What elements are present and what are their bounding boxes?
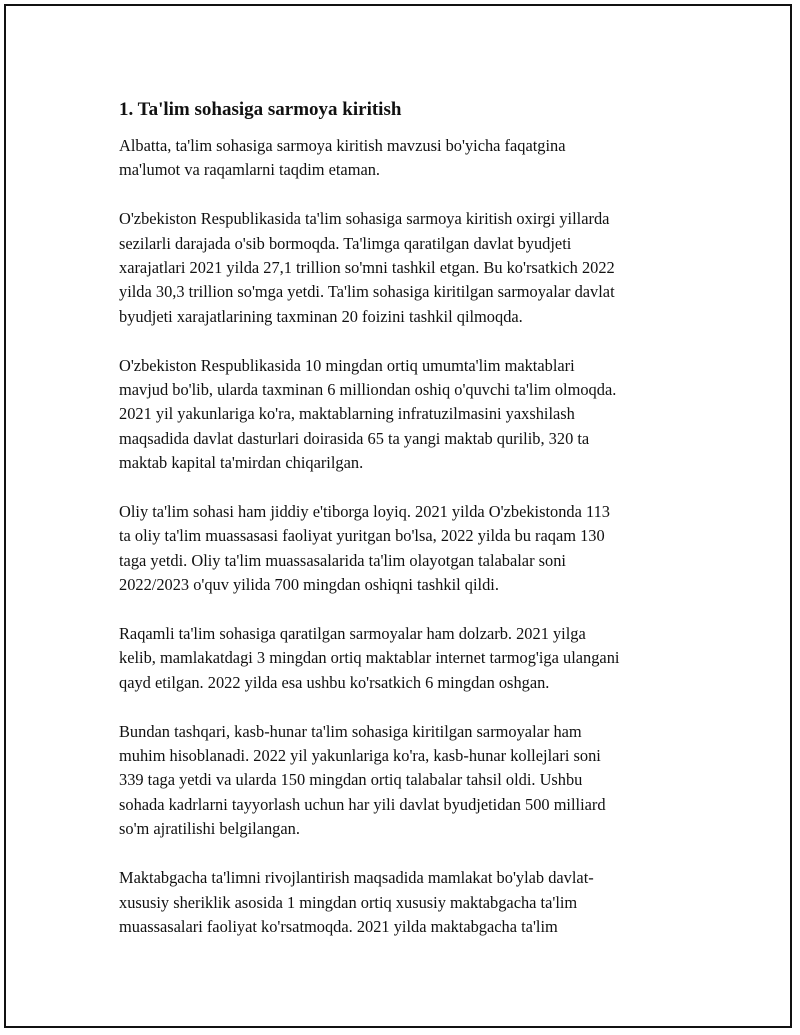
paragraph-intro: Albatta, ta'lim sohasiga sarmoya kiritish mavzusi bo'yicha faqatgina ma'lumot va raqamlarni taqdim etaman. xyxy=(119,136,566,180)
paragraph-digital-education: Raqamli ta'lim sohasiga qaratilgan sarmoyalar ham dolzarb. 2021 yilga kelib, mamlakatdagi 3 mingdan ortiq maktablar internet tarmog'iga ulangani qayd etilgan. 2022 yilda esa ushbu ko'rsatkich 6 mingdan oshgan. xyxy=(119,624,620,692)
page-frame xyxy=(4,4,792,1028)
paragraph-higher-education: Oliy ta'lim sohasi ham jiddiy e'tiborga loyiq. 2021 yilda O'zbekistonda 113 ta oliy ta'lim muassasasi faoliyat yuritgan bo'lsa, 2022 yilda bu raqam 130 taga yetdi. Oliy ta'lim muassasalarida ta'lim olayotgan talabalar soni 2022/2023 o'quv yilida 700 mingdan oshiqni tashkil qildi. xyxy=(119,502,610,595)
paragraph-schools: O'zbekiston Respublikasida 10 mingdan ortiq umumta'lim maktablari mavjud bo'lib, ularda taxminan 6 milliondan oshiq o'quvchi ta'lim olmoqda. 2021 yil yakunlariga ko'ra, maktablarning infratuzilmasini yaxshilash maqsadida davlat dasturlari doirasida 65 ta yangi maktab qurilib, 320 ta maktab kapital ta'mirdan chiqarilgan. xyxy=(119,355,617,473)
paragraph-budget: O'zbekiston Respublikasida ta'lim sohasiga sarmoya kiritish oxirgi yillarda sezilarli darajada o'sib bormoqda. Ta'limga qaratilgan davlat byudjeti xarajatlari 2021 yilda 27,1 trillion so'mni tashkil etgan. Bu ko'rsatkich 2022 yilda 30,3 trillion so'mga yetdi. Ta'lim sohasiga kiritilgan sarmoyalar davlat byudjeti xarajatlarining taxminan 20 foizini tashkil qilmoqda. xyxy=(119,209,615,326)
paragraph-vocational: Bundan tashqari, kasb-hunar ta'lim sohasiga kiritilgan sarmoyalar ham muhim hisoblanadi. 2022 yil yakunlariga ko'ra, kasb-hunar kollejlari soni 339 taga yetdi va ularda 150 mingdan ortiq talabalar tahsil oldi. Ushbu sohada kadrlarni tayyorlash uchun har yili davlat byudjetidan 500 milliard so'm ajratilishi belgilangan. xyxy=(119,721,606,839)
document-body xyxy=(119,98,689,964)
paragraph-preschool: Maktabgacha ta'limni rivojlantirish maqsadida mamlakat bo'ylab davlat- xususiy sheriklik asosida 1 mingdan ortiq xususiy maktabgacha ta'lim muassasalari faoliyat ko'rsatmoqda. 2021 yilda maktabgacha ta'lim xyxy=(119,868,594,936)
document-title: 1. Ta'lim sohasiga sarmoya kiritish xyxy=(119,99,402,120)
